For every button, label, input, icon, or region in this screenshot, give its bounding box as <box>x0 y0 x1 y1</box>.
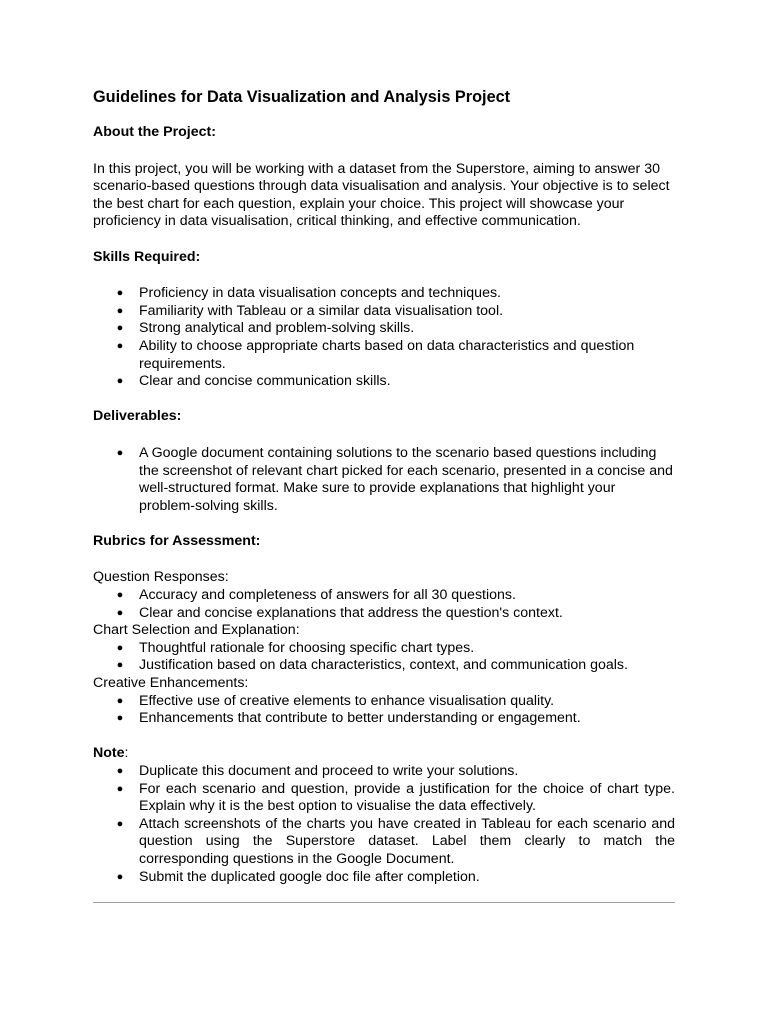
horizontal-divider <box>93 902 675 903</box>
list-item: ● Accuracy and completeness of answers for all 30 questions. <box>93 587 675 605</box>
bullet-icon: ● <box>116 765 124 777</box>
rubric-list <box>93 693 675 728</box>
list-item: ● Enhancements that contribute to better understanding or engagement. <box>93 710 675 728</box>
rubric-group-label: Question Responses: <box>93 569 229 586</box>
deliverables-list <box>93 445 675 515</box>
about-paragraph: In this project, you will be working with a dataset from the Superstore, aiming to answer 30 scenario-based questions through data visualisation and analysis. Your objective is to select the best chart for each question, explain your choice. This project will showcase your proficiency in data visualisation, critical thinking, and effective communication. <box>93 160 670 230</box>
list-item: ● Ability to choose appropriate charts based on data characteristics and question requirements. <box>93 338 675 373</box>
bullet-icon: ● <box>116 606 124 619</box>
bullet-icon: ● <box>116 694 124 707</box>
list-item: ● Clear and concise explanations that address the question's context. <box>93 605 675 623</box>
note-list <box>93 763 675 886</box>
bullet-icon: ● <box>116 782 124 795</box>
rubric-group-label: Chart Selection and Explanation: <box>93 622 300 639</box>
bullet-icon: ● <box>116 375 124 388</box>
note-heading: Note <box>93 745 125 762</box>
skills-heading: Skills Required: <box>93 248 201 265</box>
note-heading-line <box>93 745 675 763</box>
bullet-icon: ● <box>116 712 124 725</box>
list-item: ● Duplicate this document and proceed to write your solutions. <box>93 763 675 781</box>
bullet-icon: ● <box>116 641 124 654</box>
list-item: ● A Google document containing solutions to the scenario based questions including the screenshot of relevant chart picked for each scenario, presented in a concise and well-structured format. Make sure to provide explanations that highlight your problem-solving skills. <box>93 445 675 515</box>
bullet-icon: ● <box>116 304 124 317</box>
bullet-icon: ● <box>116 322 124 335</box>
skills-list <box>93 285 675 391</box>
bullet-icon: ● <box>116 659 124 672</box>
list-item: ● Effective use of creative elements to enhance visualisation quality. <box>93 693 675 711</box>
list-item: ● For each scenario and question, provide a justification for the choice of chart type. Explain why it is the best option to visualise the data effectively. <box>93 781 675 816</box>
rubric-list <box>93 640 675 675</box>
document-body <box>93 87 675 886</box>
list-item: ● Submit the duplicated google doc file after completion. <box>93 869 675 887</box>
note-colon: : <box>124 745 129 762</box>
bullet-icon: ● <box>116 589 124 602</box>
bullet-icon: ● <box>116 817 124 830</box>
list-item: ● Proficiency in data visualisation concepts and techniques. <box>93 285 675 303</box>
rubric-group-label: Creative Enhancements: <box>93 675 249 692</box>
list-item: ● Clear and concise communication skills. <box>93 373 675 391</box>
deliverables-heading: Deliverables: <box>93 408 182 425</box>
list-item: ● Strong analytical and problem-solving skills. <box>93 320 675 338</box>
bullet-icon: ● <box>116 870 124 883</box>
about-heading: About the Project: <box>93 124 216 140</box>
bullet-icon: ● <box>116 287 124 300</box>
list-item: ● Attach screenshots of the charts you have created in Tableau for each scenario and question using the Superstore dataset. Label them clearly to match the corresponding questions in the Google Document. <box>93 816 675 869</box>
rubrics-heading: Rubrics for Assessment: <box>93 532 261 549</box>
document-title: Guidelines for Data Visualization and Analysis Project <box>93 88 511 106</box>
bullet-icon: ● <box>116 339 124 352</box>
list-item: ● Familiarity with Tableau or a similar data visualisation tool. <box>93 303 675 321</box>
list-item: ● Justification based on data characteristics, context, and communication goals. <box>93 657 675 675</box>
bullet-icon: ● <box>116 446 124 459</box>
rubric-list <box>93 587 675 622</box>
list-item: ● Thoughtful rationale for choosing specific chart types. <box>93 640 675 658</box>
